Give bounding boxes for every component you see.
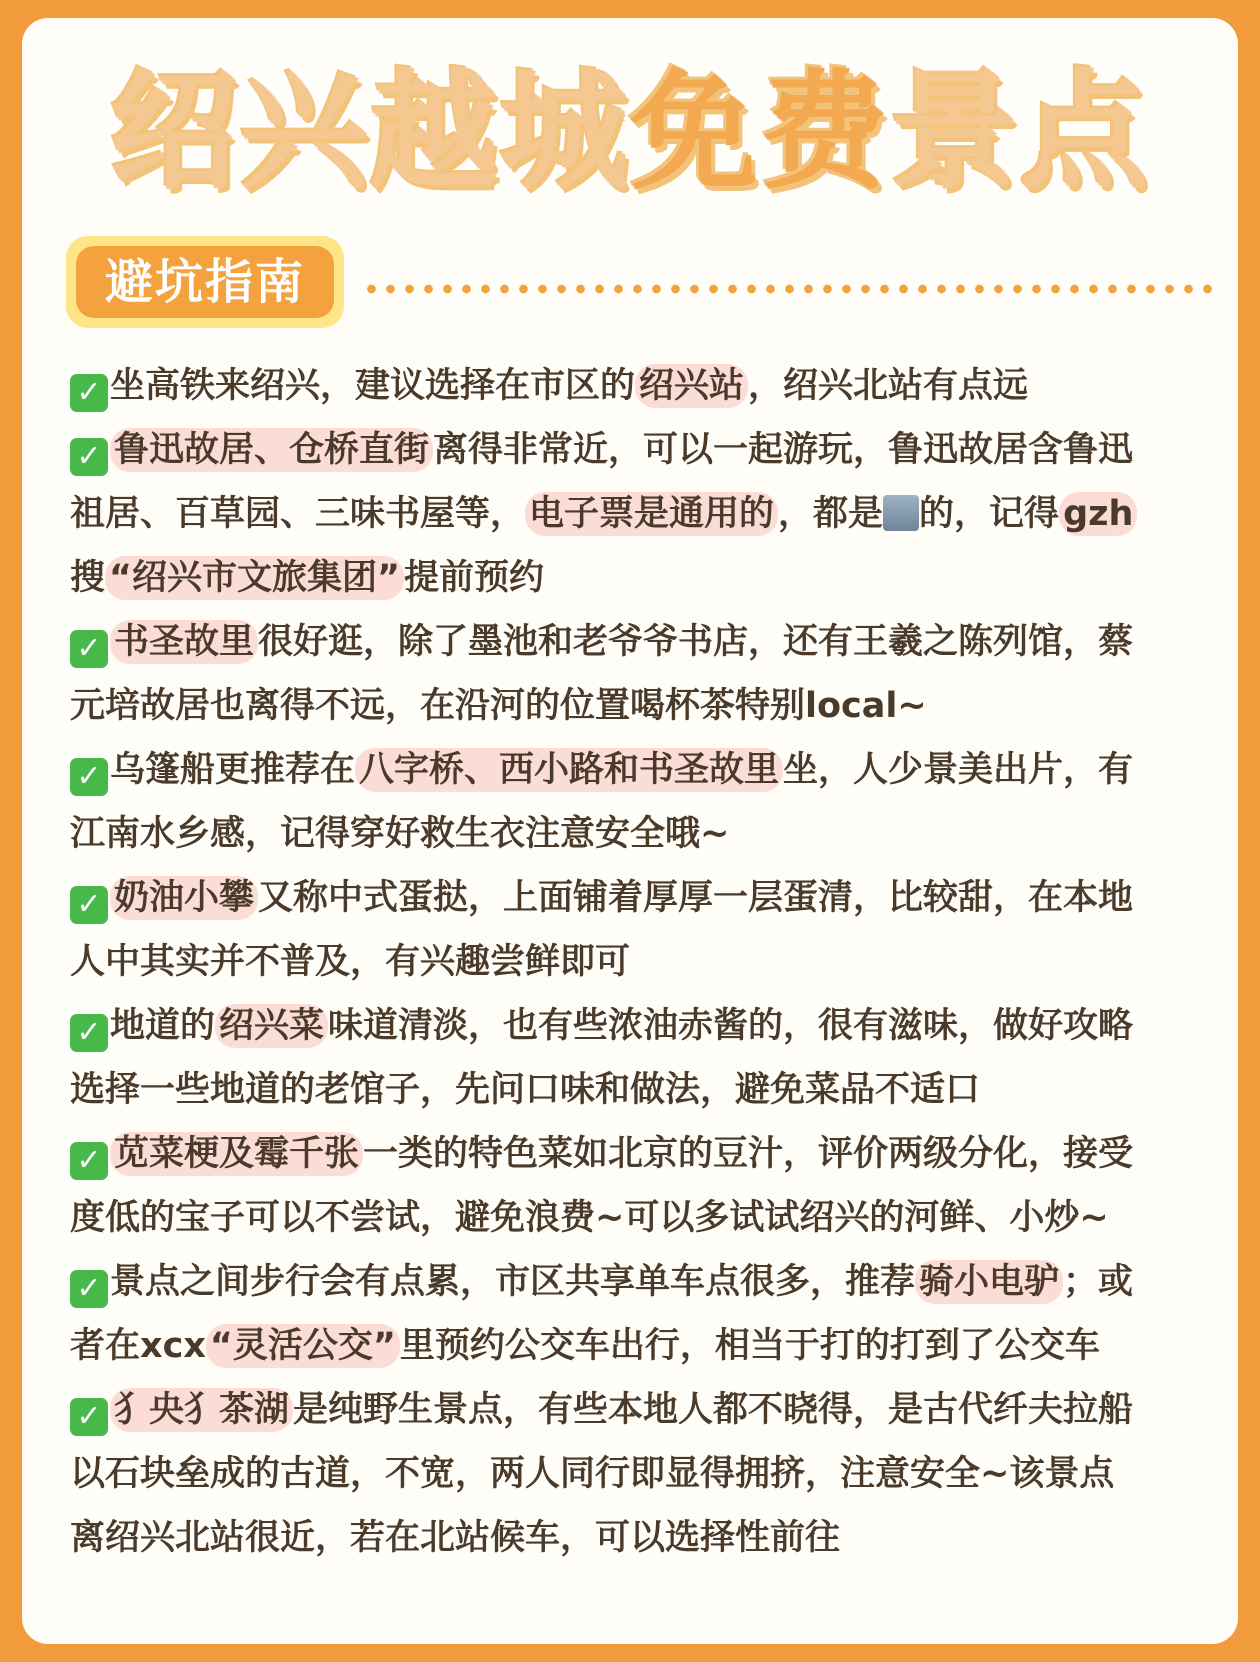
tip-text: 坐高铁来绍兴，建议选择在市区的 [110,366,636,406]
tip-text: 一类的特色菜如北京的豆汁，评价两级分化，接受 [363,1134,1134,1174]
tip-item [70,1122,1220,1186]
tip-item-continuation [70,546,1220,610]
tips-list [70,354,1220,1570]
tip-text: 味道清淡，也有些浓油赤酱的，很有滋味，做好攻略 [328,1006,1134,1046]
tip-item-continuation [70,1314,1220,1378]
page-title [22,58,1238,208]
tip-item-continuation [70,1186,1220,1250]
checkmark-icon: ✓ [70,374,108,412]
tip-text: 选择一些地道的老馆子，先问口味和做法，避免菜品不适口 [70,1070,981,1110]
tip-highlight: “绍兴市文旅集团” [105,556,404,600]
tip-highlight: 奶油小攀 [110,876,258,920]
tip-highlight: 骑小电驴 [915,1260,1063,1304]
tip-highlight: 电子票是通用的 [525,492,778,536]
tip-text: ，都是 [778,494,884,534]
checkmark-icon: ✓ [70,630,108,668]
tip-text: 地道的 [110,1006,216,1046]
section-badge [66,236,344,328]
title-part-1: 绍兴越城 [109,58,630,207]
tip-text: 是纯野生景点，有些本地人都不晓得，是古代纤夫拉船 [293,1390,1134,1430]
tip-item-continuation [70,674,1220,738]
tip-text: 祖居、百草园、三味书屋等， [70,494,526,534]
tip-text: 又称中式蛋挞，上面铺着厚厚一层蛋清，比较甜，在本地 [258,878,1134,918]
tip-item [70,354,1220,418]
tip-item-continuation [70,482,1220,546]
tip-text: 以石块垒成的古道，不宽，两人同行即显得拥挤，注意安全~该景点 [70,1454,1115,1494]
tip-text: 的，记得 [919,494,1060,534]
tip-item [70,994,1220,1058]
tip-highlight: “灵活公交” [206,1324,400,1368]
tip-text: 景点之间步行会有点累，市区共享单车点很多，推荐 [110,1262,916,1302]
tip-item [70,610,1220,674]
blue-square-emoji-icon [883,495,919,531]
tip-highlight: 苋菜梗及霉千张 [110,1132,363,1176]
title-part-3: 景点 [890,58,1151,207]
tip-text: ，绍兴北站有点远 [748,366,1029,406]
tip-highlight: 犭央犭茶湖 [110,1388,293,1432]
tip-text: 度低的宝子可以不尝试，避免浪费~可以多试试绍兴的河鲜、小炒~ [70,1198,1109,1238]
tip-item [70,1250,1220,1314]
tip-text: 离绍兴北站很近，若在北站候车，可以选择性前往 [70,1518,841,1558]
tip-text: 乌篷船更推荐在 [110,750,356,790]
tip-item [70,1378,1220,1442]
tip-item-continuation [70,1442,1220,1506]
tip-item [70,418,1220,482]
tip-text: 坐，人少景美出片，有 [783,750,1134,790]
tip-item-continuation [70,802,1220,866]
tip-highlight: 八字桥、西小路和书圣故里 [355,748,783,792]
tip-item [70,738,1220,802]
tip-text: 元培故居也离得不远，在沿河的位置喝杯茶特别local~ [70,686,927,726]
checkmark-icon: ✓ [70,1142,108,1180]
tip-item-continuation [70,1506,1220,1570]
tip-item [70,866,1220,930]
tip-item-continuation [70,1058,1220,1122]
checkmark-icon: ✓ [70,438,108,476]
tip-text: 江南水乡感，记得穿好救生衣注意安全哦~ [70,814,730,854]
tip-text: 很好逛，除了墨池和老爷爷书店，还有王羲之陈列馆，蔡 [258,622,1134,662]
checkmark-icon: ✓ [70,1270,108,1308]
tip-highlight: gzh [1059,492,1137,536]
tip-text: 提前预约 [404,558,545,598]
tip-highlight: 绍兴站 [635,364,748,408]
tip-text: 搜 [70,558,106,598]
checkmark-icon: ✓ [70,1014,108,1052]
tip-text: 离得非常近，可以一起游玩，鲁迅故居含鲁迅 [433,430,1134,470]
tip-highlight: 书圣故里 [110,620,258,664]
checkmark-icon: ✓ [70,886,108,924]
tip-text: ；或 [1063,1262,1134,1302]
title-part-2: 免费 [629,58,890,207]
dotted-divider [362,284,1222,294]
tip-highlight: 绍兴菜 [215,1004,328,1048]
tip-text: 里预约公交车出行，相当于打的打到了公交车 [399,1326,1100,1366]
tip-text: 人中其实并不普及，有兴趣尝鲜即可 [70,942,631,982]
tip-item-continuation [70,930,1220,994]
section-badge-label: 避坑指南 [76,246,334,318]
guide-card [22,18,1238,1644]
checkmark-icon: ✓ [70,758,108,796]
tip-text: 者在xcx [70,1326,206,1366]
checkmark-icon: ✓ [70,1398,108,1436]
tip-highlight: 鲁迅故居、仓桥直街 [110,428,433,472]
